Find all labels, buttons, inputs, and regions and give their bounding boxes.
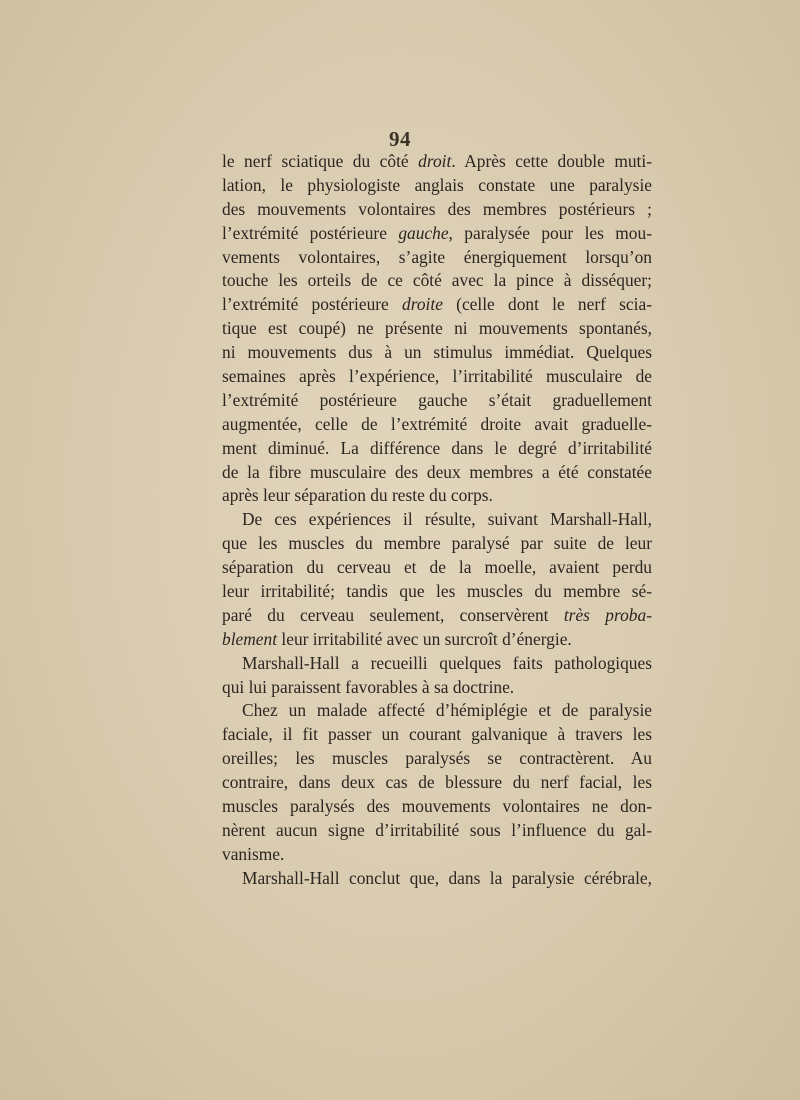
- italic-text: blement: [222, 628, 278, 649]
- text-segment: tique est coupé) ne présente ni mouvements spontanés,: [222, 318, 652, 339]
- text-line: [222, 317, 652, 341]
- text-segment: (celle dont le nerf scia-: [442, 294, 652, 315]
- text-line: [222, 341, 652, 365]
- text-segment: lation, le physiologiste anglais constate une paralysie: [222, 174, 652, 195]
- text-line: [222, 771, 652, 795]
- text-line: [222, 723, 652, 747]
- text-segment: semaines après l’expérience, l’irritabilité musculaire de: [222, 366, 652, 387]
- text-line: [222, 556, 652, 580]
- text-line: [222, 819, 652, 843]
- text-segment: l’extrémité postérieure gauche s’était graduellement: [222, 389, 652, 410]
- text-segment: augmentée, celle de l’extrémité droite avait graduelle-: [222, 413, 652, 434]
- text-line: [222, 484, 652, 508]
- text-segment: Chez un malade affecté d’hémiplégie et de paralysie: [242, 700, 652, 721]
- text-segment: vanisme.: [222, 843, 285, 864]
- text-segment: touche les orteils de ce côté avec la pince à disséquer;: [222, 270, 652, 291]
- page-number: 94: [389, 127, 411, 151]
- text-segment: de la fibre musculaire des deux membres a été constatée: [222, 461, 652, 482]
- text-line: [222, 365, 652, 389]
- text-segment: l’extrémité postérieure: [222, 222, 399, 243]
- text-line: [222, 508, 652, 532]
- text-line: [222, 843, 652, 867]
- text-line: [222, 795, 652, 819]
- text-line: [222, 174, 652, 198]
- text-line: [222, 413, 652, 437]
- text-line: [222, 389, 652, 413]
- italic-text: droite: [402, 294, 443, 315]
- text-line: [222, 652, 652, 676]
- text-segment: vements volontaires, s’agite énergiquement lorsqu’on: [222, 246, 652, 267]
- text-line: [222, 269, 652, 293]
- text-segment: , paralysée pour les mou-: [448, 222, 652, 243]
- text-segment: qui lui paraissent favorables à sa doctrine.: [222, 676, 515, 697]
- text-segment: . Après cette double muti-: [451, 151, 653, 171]
- text-segment: l’extrémité postérieure: [222, 294, 403, 315]
- text-segment: oreilles; les muscles paralysés se contractèrent. Au: [222, 748, 652, 769]
- text-line: [222, 604, 652, 628]
- body-text: [222, 150, 652, 891]
- text-segment: Marshall-Hall a recueilli quelques faits pathologiques: [242, 652, 652, 673]
- text-segment: leur irritabilité avec un surcroît d’énergie.: [277, 628, 572, 649]
- text-line: [222, 580, 652, 604]
- text-line: [222, 867, 652, 891]
- text-segment: séparation du cerveau et de la moelle, avaient perdu: [222, 557, 652, 578]
- text-line: [222, 437, 652, 461]
- text-line: [222, 461, 652, 485]
- text-line: [222, 747, 652, 771]
- text-segment: De ces expériences il résulte, suivant Marshall-Hall,: [242, 509, 652, 530]
- text-segment: paré du cerveau seulement, conservèrent: [222, 604, 564, 625]
- text-line: [222, 699, 652, 723]
- text-line: [222, 532, 652, 556]
- text-segment: nèrent aucun signe d’irritabilité sous l’influence du gal-: [222, 819, 652, 840]
- text-line: [222, 246, 652, 270]
- text-segment: muscles paralysés des mouvements volontaires ne don-: [222, 796, 652, 817]
- text-segment: leur irritabilité; tandis que les muscles du membre sé-: [222, 581, 652, 602]
- text-segment: le nerf sciatique du côté: [222, 151, 419, 171]
- italic-text: très proba-: [563, 604, 652, 625]
- text-segment: faciale, il fit passer un courant galvanique à travers les: [222, 724, 652, 745]
- text-line: [222, 198, 652, 222]
- text-line: [222, 222, 652, 246]
- text-line: [222, 150, 652, 174]
- text-line: [222, 676, 652, 700]
- text-segment: contraire, dans deux cas de blessure du nerf facial, les: [222, 772, 652, 793]
- text-line: [222, 628, 652, 652]
- text-segment: Marshall-Hall conclut que, dans la paralysie cérébrale,: [242, 867, 652, 888]
- text-segment: ni mouvements dus à un stimulus immédiat. Quelques: [222, 342, 652, 363]
- text-segment: que les muscles du membre paralysé par suite de leur: [222, 533, 652, 554]
- italic-text: droit: [418, 151, 452, 171]
- italic-text: gauche: [398, 222, 449, 243]
- text-segment: après leur séparation du reste du corps.: [222, 485, 493, 506]
- text-segment: ment diminué. La différence dans le degré d’irritabilité: [222, 437, 652, 458]
- text-line: [222, 293, 652, 317]
- text-segment: des mouvements volontaires des membres postérieurs ;: [222, 198, 652, 219]
